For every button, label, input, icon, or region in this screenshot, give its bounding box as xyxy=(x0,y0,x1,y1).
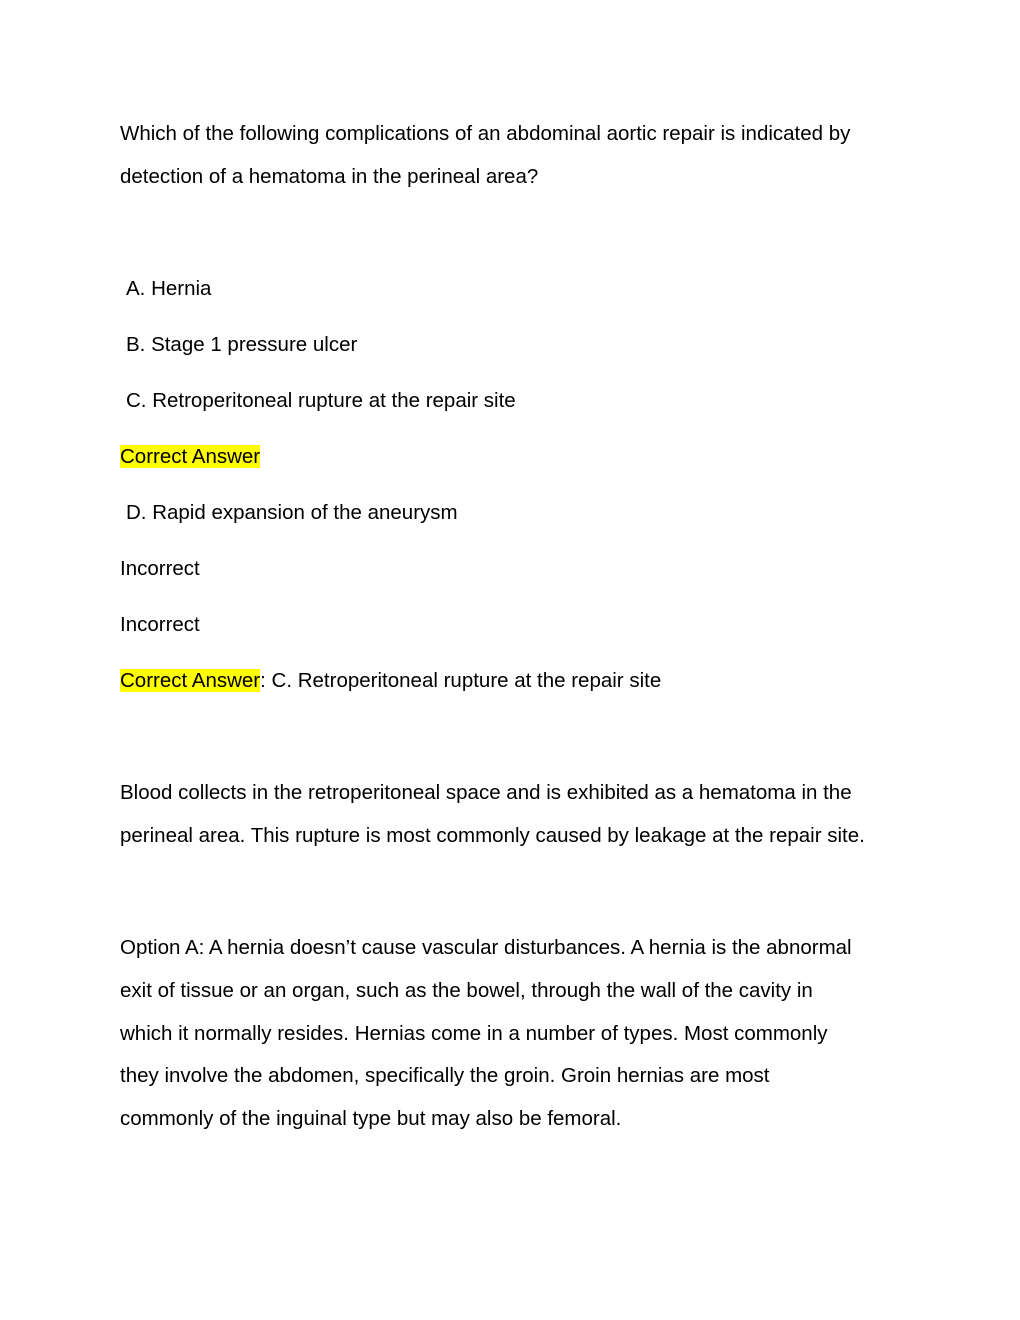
answer-line xyxy=(120,668,661,694)
correct-answer-marker xyxy=(120,444,260,470)
option-a-explanation-line-1: Option A: A hernia doesn’t cause vascular disturbances. A hernia is the abnormal xyxy=(120,936,852,959)
incorrect-marker-2: Incorrect xyxy=(120,613,200,636)
answer-text: : C. Retroperitoneal rupture at the repair site xyxy=(260,669,662,692)
option-a-explanation-line-4: they involve the abdomen, specifically the groin. Groin hernias are most xyxy=(120,1064,770,1087)
option-a-explanation-line-2: exit of tissue or an organ, such as the bowel, through the wall of the cavity in xyxy=(120,979,813,1002)
correct-answer-highlight: Correct Answer xyxy=(120,445,261,468)
option-a-explanation-line-5: commonly of the inguinal type but may also be femoral. xyxy=(120,1107,622,1130)
option-c: C. Retroperitoneal rupture at the repair site xyxy=(126,389,516,412)
question-line-1: Which of the following complications of an abdominal aortic repair is indicated by xyxy=(120,122,851,145)
explanation-line-1: Blood collects in the retroperitoneal space and is exhibited as a hematoma in the xyxy=(120,781,852,804)
answer-label: Correct Answer xyxy=(120,669,261,692)
question-line-2: detection of a hematoma in the perineal area? xyxy=(120,165,539,188)
option-d: D. Rapid expansion of the aneurysm xyxy=(126,501,458,524)
incorrect-marker-1: Incorrect xyxy=(120,557,200,580)
option-b: B. Stage 1 pressure ulcer xyxy=(126,333,358,356)
option-a: A. Hernia xyxy=(126,277,212,300)
explanation-line-2: perineal area. This rupture is most commonly caused by leakage at the repair site. xyxy=(120,824,865,847)
option-a-explanation-line-3: which it normally resides. Hernias come in a number of types. Most commonly xyxy=(120,1022,828,1045)
